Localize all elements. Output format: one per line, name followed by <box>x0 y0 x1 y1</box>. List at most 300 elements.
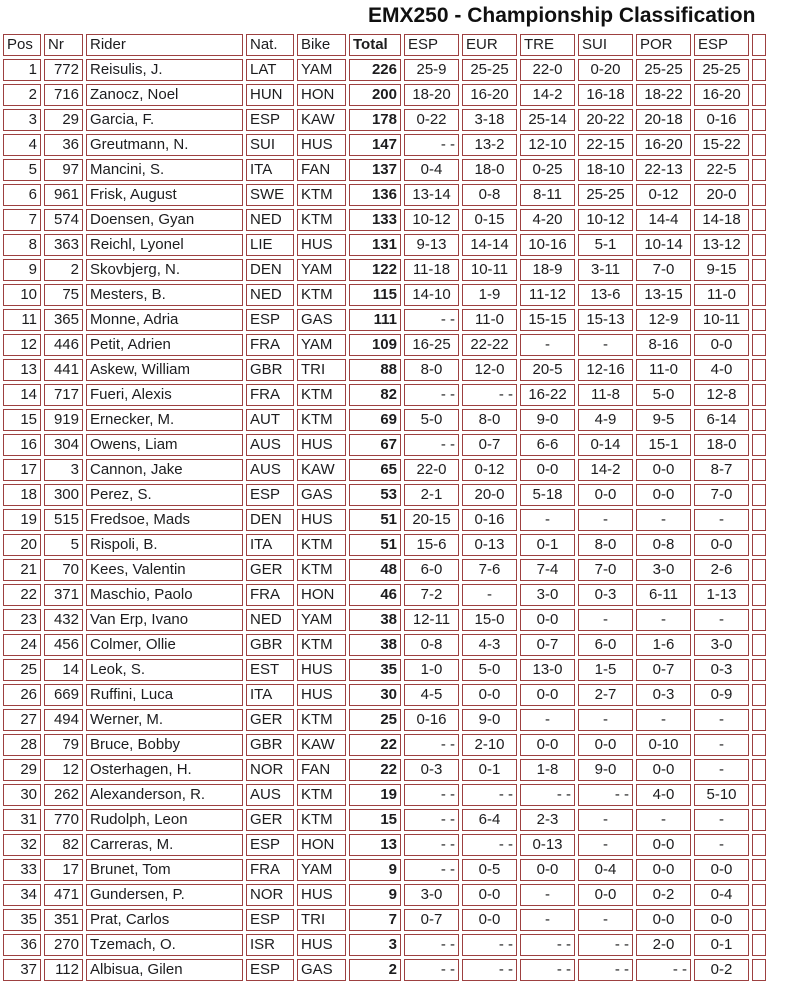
cell-result: 22-0 <box>404 459 459 481</box>
cell-bike: TRI <box>297 909 346 931</box>
cell-result: 2-6 <box>694 559 749 581</box>
cell-result: 0-4 <box>404 159 459 181</box>
cell-rider: Leok, S. <box>86 659 243 681</box>
cell-result: 12-16 <box>578 359 633 381</box>
table-row <box>3 109 766 131</box>
cell-result: 0-0 <box>694 534 749 556</box>
table-row <box>3 434 766 456</box>
cell-result: - <box>520 884 575 906</box>
cell-result: 12-9 <box>636 309 691 331</box>
cell-nr: 70 <box>44 559 83 581</box>
cell-result: 25-25 <box>462 59 517 81</box>
cell-cutoff <box>752 284 766 306</box>
cell-rider: Garcia, F. <box>86 109 243 131</box>
cell-cutoff <box>752 859 766 881</box>
table-row <box>3 84 766 106</box>
cell-result: 0-7 <box>462 434 517 456</box>
cell-result: 0-8 <box>404 634 459 656</box>
cell-pos: 15 <box>3 409 41 431</box>
cell-nat: ITA <box>246 534 294 556</box>
cell-total: 38 <box>349 609 401 631</box>
cell-cutoff <box>752 934 766 956</box>
cell-result: - <box>578 609 633 631</box>
cell-nr: 270 <box>44 934 83 956</box>
table-row <box>3 534 766 556</box>
cell-result: 0-0 <box>694 909 749 931</box>
cell-cutoff <box>752 84 766 106</box>
cell-result: - <box>520 509 575 531</box>
cell-result: 0-0 <box>520 859 575 881</box>
cell-cutoff <box>752 909 766 931</box>
cell-bike: KTM <box>297 784 346 806</box>
cell-total: 51 <box>349 534 401 556</box>
cell-total: 69 <box>349 409 401 431</box>
cell-nat: GER <box>246 709 294 731</box>
cell-result: 18-20 <box>404 84 459 106</box>
cell-result: 7-6 <box>462 559 517 581</box>
cell-nat: AUS <box>246 434 294 456</box>
cell-pos: 35 <box>3 909 41 931</box>
cell-result: 11-0 <box>694 284 749 306</box>
cell-result: 0-3 <box>694 659 749 681</box>
table-row <box>3 634 766 656</box>
cell-result: 10-11 <box>462 259 517 281</box>
cell-result: 0-0 <box>520 734 575 756</box>
cell-result: 2-0 <box>636 934 691 956</box>
cell-cutoff <box>752 134 766 156</box>
cell-nr: 79 <box>44 734 83 756</box>
cell-nr: 262 <box>44 784 83 806</box>
cell-result: - <box>694 734 749 756</box>
cell-pos: 16 <box>3 434 41 456</box>
cell-nat: LAT <box>246 59 294 81</box>
cell-pos: 1 <box>3 59 41 81</box>
cell-result: - - <box>404 959 459 981</box>
cell-result: - - <box>404 309 459 331</box>
cell-total: 65 <box>349 459 401 481</box>
cell-nr: 669 <box>44 684 83 706</box>
col-header-eur: EUR <box>462 34 517 56</box>
cell-result: 9-0 <box>520 409 575 431</box>
cell-bike: FAN <box>297 159 346 181</box>
cell-result: 7-4 <box>520 559 575 581</box>
cell-nat: LIE <box>246 234 294 256</box>
cell-cutoff <box>752 734 766 756</box>
cell-nat: SWE <box>246 184 294 206</box>
cell-nr: 456 <box>44 634 83 656</box>
cell-rider: Fredsoe, Mads <box>86 509 243 531</box>
cell-result: 0-0 <box>578 884 633 906</box>
table-row <box>3 359 766 381</box>
cell-result: 15-22 <box>694 134 749 156</box>
table-row <box>3 159 766 181</box>
cell-cutoff <box>752 809 766 831</box>
cell-bike: KAW <box>297 459 346 481</box>
cell-result: 8-11 <box>520 184 575 206</box>
cell-result: - <box>578 709 633 731</box>
cell-result: - <box>520 709 575 731</box>
cell-bike: KTM <box>297 709 346 731</box>
cell-result: 13-15 <box>636 284 691 306</box>
cell-result: 13-2 <box>462 134 517 156</box>
cell-bike: KTM <box>297 809 346 831</box>
cell-nat: GER <box>246 559 294 581</box>
cell-pos: 21 <box>3 559 41 581</box>
cell-result: 0-1 <box>520 534 575 556</box>
cell-nr: 961 <box>44 184 83 206</box>
cell-nr: 515 <box>44 509 83 531</box>
table-row <box>3 284 766 306</box>
cell-result: 9-0 <box>462 709 517 731</box>
cell-result: 0-7 <box>520 634 575 656</box>
cell-bike: HUS <box>297 684 346 706</box>
cell-pos: 27 <box>3 709 41 731</box>
cell-result: - <box>694 809 749 831</box>
cell-result: 4-0 <box>636 784 691 806</box>
cell-total: 131 <box>349 234 401 256</box>
cell-result: - <box>578 834 633 856</box>
table-row <box>3 259 766 281</box>
cell-result: 0-0 <box>636 909 691 931</box>
cell-result: 0-16 <box>462 509 517 531</box>
cell-result: 11-0 <box>636 359 691 381</box>
cell-result: 25-9 <box>404 59 459 81</box>
cell-rider: Colmer, Ollie <box>86 634 243 656</box>
cell-result: 4-20 <box>520 209 575 231</box>
cell-result: - <box>578 334 633 356</box>
cell-result: - - <box>462 384 517 406</box>
cell-result: - - <box>404 834 459 856</box>
cell-result: 16-20 <box>636 134 691 156</box>
cell-result: 0-7 <box>636 659 691 681</box>
cell-pos: 14 <box>3 384 41 406</box>
cell-total: 226 <box>349 59 401 81</box>
cell-result: - <box>694 509 749 531</box>
cell-result: - <box>694 709 749 731</box>
col-header-tre: TRE <box>520 34 575 56</box>
cell-pos: 32 <box>3 834 41 856</box>
cell-nr: 75 <box>44 284 83 306</box>
cell-result: 15-6 <box>404 534 459 556</box>
cell-pos: 10 <box>3 284 41 306</box>
cell-result: 0-0 <box>636 459 691 481</box>
cell-result: 13-14 <box>404 184 459 206</box>
cell-total: 88 <box>349 359 401 381</box>
cell-pos: 5 <box>3 159 41 181</box>
cell-result: 22-0 <box>520 59 575 81</box>
cell-cutoff <box>752 184 766 206</box>
cell-total: 133 <box>349 209 401 231</box>
cell-rider: Reisulis, J. <box>86 59 243 81</box>
col-header-por: POR <box>636 34 691 56</box>
cell-result: - <box>694 759 749 781</box>
cell-result: 0-3 <box>636 684 691 706</box>
cell-total: 25 <box>349 709 401 731</box>
cell-result: 0-1 <box>694 934 749 956</box>
cell-total: 82 <box>349 384 401 406</box>
cell-rider: Alexanderson, R. <box>86 784 243 806</box>
cell-rider: Maschio, Paolo <box>86 584 243 606</box>
cell-pos: 30 <box>3 784 41 806</box>
table-row <box>3 234 766 256</box>
cell-nat: NOR <box>246 759 294 781</box>
cell-result: 22-22 <box>462 334 517 356</box>
cell-result: 0-2 <box>694 959 749 981</box>
cell-pos: 33 <box>3 859 41 881</box>
cell-pos: 25 <box>3 659 41 681</box>
cell-total: 51 <box>349 509 401 531</box>
cell-result: 3-18 <box>462 109 517 131</box>
cell-nr: 304 <box>44 434 83 456</box>
cell-result: 0-0 <box>578 734 633 756</box>
cell-nat: NED <box>246 209 294 231</box>
cell-result: 5-0 <box>404 409 459 431</box>
cell-total: 48 <box>349 559 401 581</box>
table-row <box>3 684 766 706</box>
cell-total: 111 <box>349 309 401 331</box>
cell-nr: 17 <box>44 859 83 881</box>
cell-result: 0-15 <box>462 209 517 231</box>
cell-result: 12-10 <box>520 134 575 156</box>
cell-result: - <box>578 509 633 531</box>
cell-result: 10-12 <box>404 209 459 231</box>
cell-nr: 365 <box>44 309 83 331</box>
col-header-rider: Rider <box>86 34 243 56</box>
cell-pos: 24 <box>3 634 41 656</box>
cell-result: 16-20 <box>694 84 749 106</box>
cell-pos: 3 <box>3 109 41 131</box>
cell-bike: KTM <box>297 384 346 406</box>
cell-result: 3-11 <box>578 259 633 281</box>
cell-cutoff <box>752 959 766 981</box>
cell-nr: 36 <box>44 134 83 156</box>
cell-result: 0-0 <box>520 459 575 481</box>
cell-result: 6-4 <box>462 809 517 831</box>
cell-pos: 6 <box>3 184 41 206</box>
cell-result: 14-2 <box>578 459 633 481</box>
cell-cutoff <box>752 434 766 456</box>
cell-pos: 13 <box>3 359 41 381</box>
cell-nr: 14 <box>44 659 83 681</box>
cell-result: 11-0 <box>462 309 517 331</box>
cell-nat: AUS <box>246 459 294 481</box>
cell-result: 13-6 <box>578 284 633 306</box>
cell-rider: Cannon, Jake <box>86 459 243 481</box>
cell-rider: Ernecker, M. <box>86 409 243 431</box>
cell-bike: HON <box>297 584 346 606</box>
cell-rider: Petit, Adrien <box>86 334 243 356</box>
cell-rider: Greutmann, N. <box>86 134 243 156</box>
cell-nr: 3 <box>44 459 83 481</box>
cell-bike: HUS <box>297 884 346 906</box>
table-row <box>3 884 766 906</box>
cell-nr: 300 <box>44 484 83 506</box>
cell-pos: 12 <box>3 334 41 356</box>
cell-bike: KTM <box>297 209 346 231</box>
cell-result: 20-22 <box>578 109 633 131</box>
cell-total: 137 <box>349 159 401 181</box>
cell-cutoff <box>752 309 766 331</box>
cell-cutoff <box>752 409 766 431</box>
cell-pos: 36 <box>3 934 41 956</box>
cell-result: 0-0 <box>462 684 517 706</box>
col-header-esp: ESP <box>694 34 749 56</box>
cell-result: - - <box>404 134 459 156</box>
table-row <box>3 834 766 856</box>
cell-result: - - <box>462 934 517 956</box>
cell-rider: Gundersen, P. <box>86 884 243 906</box>
cell-result: 9-0 <box>578 759 633 781</box>
cell-rider: Bruce, Bobby <box>86 734 243 756</box>
cell-result: 5-18 <box>520 484 575 506</box>
cell-nat: GBR <box>246 634 294 656</box>
cell-total: 46 <box>349 584 401 606</box>
cell-result: 18-22 <box>636 84 691 106</box>
cell-total: 7 <box>349 909 401 931</box>
cell-result: - <box>636 809 691 831</box>
cell-result: 15-1 <box>636 434 691 456</box>
cell-nr: 574 <box>44 209 83 231</box>
cell-pos: 20 <box>3 534 41 556</box>
cell-cutoff <box>752 709 766 731</box>
cell-nr: 363 <box>44 234 83 256</box>
cell-nat: ESP <box>246 109 294 131</box>
cell-total: 67 <box>349 434 401 456</box>
cell-result: 0-4 <box>694 884 749 906</box>
cell-rider: Zanocz, Noel <box>86 84 243 106</box>
cell-result: 20-0 <box>694 184 749 206</box>
cell-total: 35 <box>349 659 401 681</box>
cell-result: 3-0 <box>520 584 575 606</box>
table-row <box>3 709 766 731</box>
cell-result: - - <box>462 834 517 856</box>
cell-result: 16-25 <box>404 334 459 356</box>
cell-nr: 112 <box>44 959 83 981</box>
cell-rider: Prat, Carlos <box>86 909 243 931</box>
cell-result: - <box>578 809 633 831</box>
cell-result: 10-12 <box>578 209 633 231</box>
table-row <box>3 734 766 756</box>
cell-total: 147 <box>349 134 401 156</box>
col-header-nr: Nr <box>44 34 83 56</box>
cell-result: 0-8 <box>462 184 517 206</box>
cell-result: 0-0 <box>462 884 517 906</box>
cell-total: 22 <box>349 759 401 781</box>
col-header-sui: SUI <box>578 34 633 56</box>
cell-result: 8-0 <box>462 409 517 431</box>
cell-result: - <box>520 909 575 931</box>
cell-total: 178 <box>349 109 401 131</box>
col-header-esp: ESP <box>404 34 459 56</box>
cell-result: 0-0 <box>636 859 691 881</box>
cell-result: - - <box>578 934 633 956</box>
cell-result: 2-3 <box>520 809 575 831</box>
cell-result: - - <box>636 959 691 981</box>
cell-nr: 446 <box>44 334 83 356</box>
cell-rider: Mancini, S. <box>86 159 243 181</box>
cell-pos: 17 <box>3 459 41 481</box>
cell-total: 22 <box>349 734 401 756</box>
cell-rider: Perez, S. <box>86 484 243 506</box>
cell-result: 0-3 <box>578 584 633 606</box>
table-row <box>3 509 766 531</box>
cell-result: 14-4 <box>636 209 691 231</box>
cell-total: 2 <box>349 959 401 981</box>
cell-nat: ESP <box>246 834 294 856</box>
cell-result: 0-3 <box>404 759 459 781</box>
cell-nr: 5 <box>44 534 83 556</box>
cell-result: 0-5 <box>462 859 517 881</box>
table-row <box>3 659 766 681</box>
cell-nat: ITA <box>246 159 294 181</box>
cell-nr: 351 <box>44 909 83 931</box>
cell-bike: HUS <box>297 134 346 156</box>
cell-result: 4-0 <box>694 359 749 381</box>
cell-result: 4-5 <box>404 684 459 706</box>
cell-bike: YAM <box>297 609 346 631</box>
cell-result: - <box>520 334 575 356</box>
cell-bike: HON <box>297 834 346 856</box>
cell-result: 13-12 <box>694 234 749 256</box>
cell-result: 9-5 <box>636 409 691 431</box>
cell-result: 0-0 <box>520 609 575 631</box>
cell-rider: Van Erp, Ivano <box>86 609 243 631</box>
cell-rider: Werner, M. <box>86 709 243 731</box>
cell-cutoff <box>752 234 766 256</box>
cell-result: 1-13 <box>694 584 749 606</box>
cell-result: 0-0 <box>520 684 575 706</box>
cell-result: 25-25 <box>578 184 633 206</box>
cell-cutoff <box>752 659 766 681</box>
cell-nr: 432 <box>44 609 83 631</box>
cell-cutoff <box>752 209 766 231</box>
cell-rider: Brunet, Tom <box>86 859 243 881</box>
cell-result: 22-13 <box>636 159 691 181</box>
cell-result: 6-0 <box>578 634 633 656</box>
table-row <box>3 59 766 81</box>
cell-rider: Carreras, M. <box>86 834 243 856</box>
cell-rider: Doensen, Gyan <box>86 209 243 231</box>
cell-result: 8-7 <box>694 459 749 481</box>
cell-pos: 34 <box>3 884 41 906</box>
cell-rider: Albisua, Gilen <box>86 959 243 981</box>
cell-nat: DEN <box>246 259 294 281</box>
cell-nr: 29 <box>44 109 83 131</box>
cell-bike: HON <box>297 84 346 106</box>
cell-result: 0-0 <box>636 759 691 781</box>
cell-nat: HUN <box>246 84 294 106</box>
cell-result: 9-15 <box>694 259 749 281</box>
cell-total: 136 <box>349 184 401 206</box>
col-header-cutoff <box>752 34 766 56</box>
cell-pos: 29 <box>3 759 41 781</box>
col-header-bike: Bike <box>297 34 346 56</box>
cell-result: 7-0 <box>694 484 749 506</box>
cell-cutoff <box>752 334 766 356</box>
cell-cutoff <box>752 384 766 406</box>
cell-result: 0-0 <box>636 834 691 856</box>
cell-nat: ESP <box>246 309 294 331</box>
cell-cutoff <box>752 109 766 131</box>
cell-rider: Askew, William <box>86 359 243 381</box>
cell-cutoff <box>752 59 766 81</box>
cell-nr: 716 <box>44 84 83 106</box>
table-row <box>3 784 766 806</box>
cell-nat: FRA <box>246 384 294 406</box>
table-row <box>3 134 766 156</box>
cell-rider: Mesters, B. <box>86 284 243 306</box>
cell-nr: 494 <box>44 709 83 731</box>
